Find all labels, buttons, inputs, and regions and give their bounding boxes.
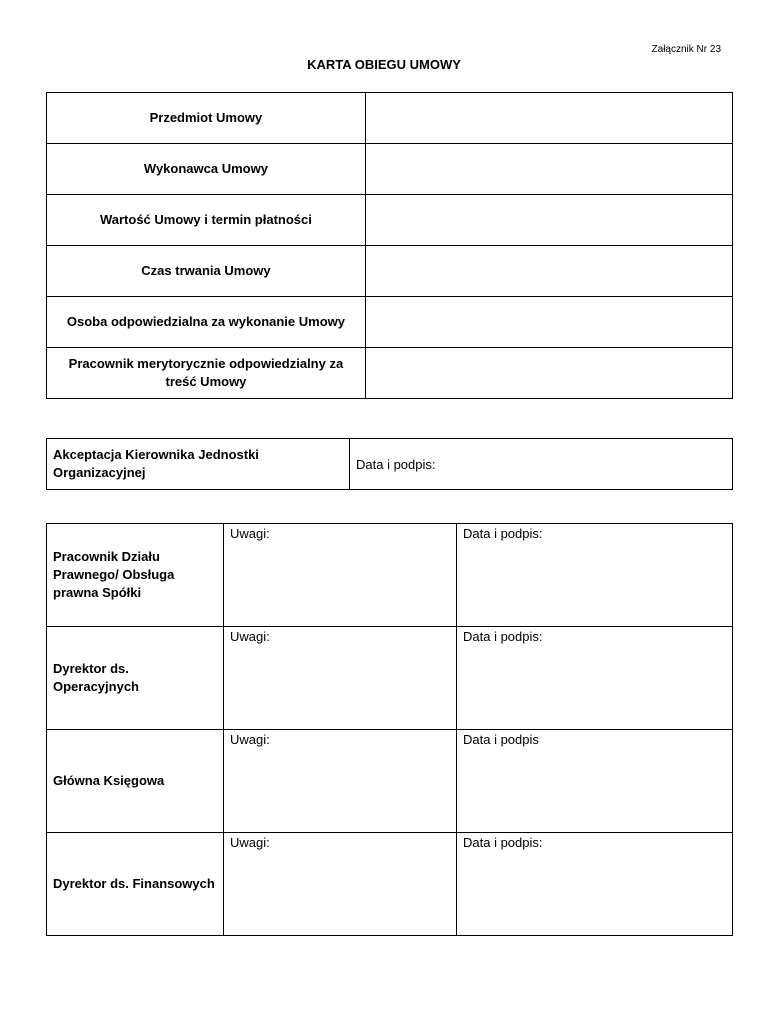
contractor-field[interactable] bbox=[365, 144, 732, 195]
contractor-label: Wykonawca Umowy bbox=[47, 144, 366, 195]
responsible-person-field[interactable] bbox=[365, 297, 732, 348]
table-row bbox=[47, 144, 733, 195]
approval-role-legal: Pracownik Działu Prawnego/ Obsługa prawna Spółki bbox=[47, 524, 224, 627]
approval-signature-accountant[interactable]: Data i podpis bbox=[457, 730, 733, 833]
table-row bbox=[47, 627, 733, 730]
contract-subject-label: Przedmiot Umowy bbox=[47, 93, 366, 144]
table-row bbox=[47, 730, 733, 833]
table-row bbox=[47, 297, 733, 348]
table-row bbox=[47, 524, 733, 627]
acceptance-table bbox=[46, 438, 733, 490]
contract-duration-label: Czas trwania Umowy bbox=[47, 246, 366, 297]
contract-value-label: Wartość Umowy i termin płatności bbox=[47, 195, 366, 246]
contract-value-field[interactable] bbox=[365, 195, 732, 246]
approval-role-accountant: Główna Księgowa bbox=[47, 730, 224, 833]
table-row bbox=[47, 195, 733, 246]
approvals-table bbox=[46, 523, 733, 936]
content-responsible-label: Pracownik merytorycznie odpowiedzialny za treść Umowy bbox=[47, 348, 366, 399]
approval-notes-operations[interactable]: Uwagi: bbox=[224, 627, 457, 730]
table-row bbox=[47, 348, 733, 399]
approval-signature-legal[interactable]: Data i podpis: bbox=[457, 524, 733, 627]
annex-number: Załącznik Nr 23 bbox=[651, 44, 721, 55]
document-title: KARTA OBIEGU UMOWY bbox=[307, 57, 461, 72]
content-responsible-field[interactable] bbox=[365, 348, 732, 399]
approval-notes-legal[interactable]: Uwagi: bbox=[224, 524, 457, 627]
acceptance-label: Akceptacja Kierownika Jednostki Organizacyjnej bbox=[47, 439, 350, 490]
approval-notes-finance[interactable]: Uwagi: bbox=[224, 833, 457, 936]
contract-details-table bbox=[46, 92, 733, 399]
table-row bbox=[47, 833, 733, 936]
approval-role-operations: Dyrektor ds. Operacyjnych bbox=[47, 627, 224, 730]
table-row bbox=[47, 439, 733, 490]
approval-signature-operations[interactable]: Data i podpis: bbox=[457, 627, 733, 730]
table-row bbox=[47, 246, 733, 297]
approval-signature-finance[interactable]: Data i podpis: bbox=[457, 833, 733, 936]
contract-subject-field[interactable] bbox=[365, 93, 732, 144]
acceptance-signature-field[interactable]: Data i podpis: bbox=[350, 439, 733, 490]
approval-notes-accountant[interactable]: Uwagi: bbox=[224, 730, 457, 833]
table-row bbox=[47, 93, 733, 144]
contract-duration-field[interactable] bbox=[365, 246, 732, 297]
responsible-person-label: Osoba odpowiedzialna za wykonanie Umowy bbox=[47, 297, 366, 348]
approval-role-finance: Dyrektor ds. Finansowych bbox=[47, 833, 224, 936]
